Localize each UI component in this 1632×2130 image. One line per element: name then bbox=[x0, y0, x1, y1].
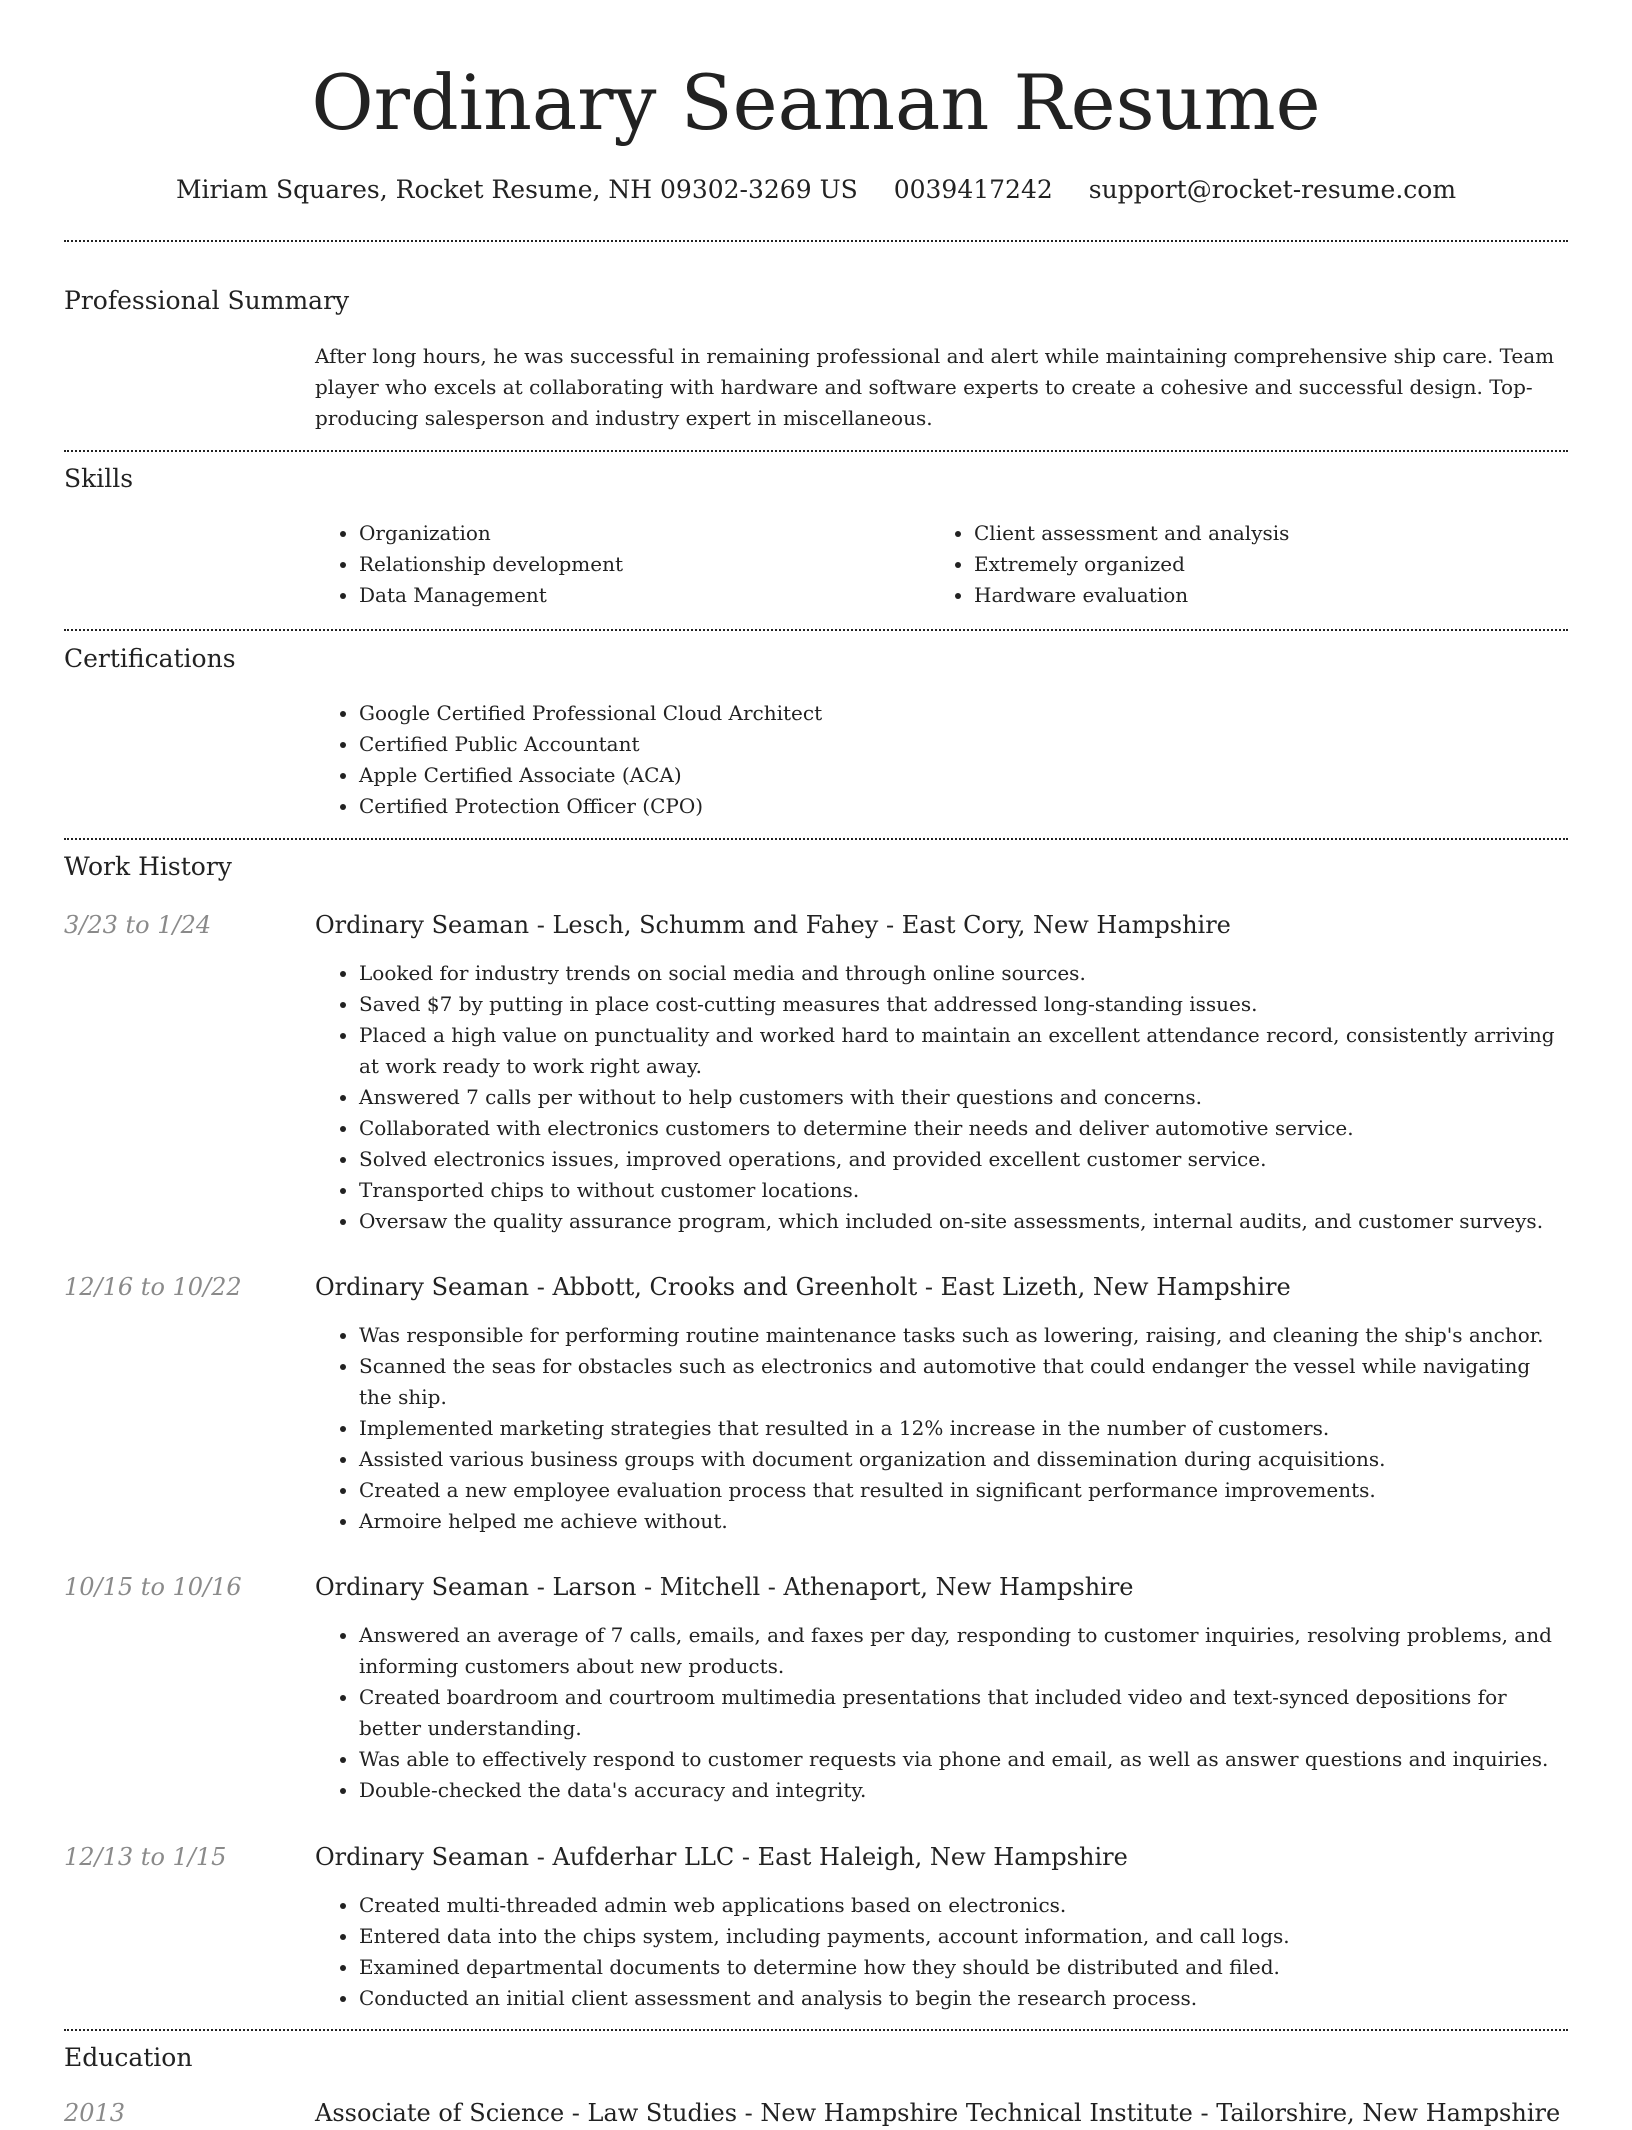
skill-item: • Relationship development bbox=[359, 549, 919, 580]
job-bullets bbox=[315, 1620, 1569, 1806]
job-bullets bbox=[315, 1890, 1569, 2014]
job-bullet: • Created a new employee evaluation process that resulted in significant performance improvements. bbox=[359, 1475, 1569, 1506]
skill-item: • Data Management bbox=[359, 580, 919, 611]
job-title: Ordinary Seaman - Larson - Mitchell - Athenaport, New Hampshire bbox=[315, 1573, 1134, 1601]
education-title: Associate of Science - Law Studies - New Hampshire Technical Institute - Tailorshire, New Hampshire bbox=[315, 2099, 1561, 2127]
certifications-heading: Certifications bbox=[64, 644, 236, 673]
skill-item: • Extremely organized bbox=[974, 549, 1574, 580]
job-bullet: • Armoire helped me achieve without. bbox=[359, 1506, 1569, 1537]
contact-phone: 0039417242 bbox=[893, 175, 1053, 204]
education-heading: Education bbox=[64, 2043, 193, 2072]
certifications-list bbox=[315, 698, 1569, 822]
job-bullet: • Answered an average of 7 calls, emails, and faxes per day, responding to customer inquiries, resolving problems, and informing customers about new products. bbox=[359, 1620, 1569, 1682]
job-bullet: • Assisted various business groups with document organization and dissemination during acquisitions. bbox=[359, 1444, 1569, 1475]
job-bullet: • Solved electronics issues, improved operations, and provided excellent customer service. bbox=[359, 1144, 1569, 1175]
contact-line bbox=[0, 170, 1632, 210]
job-bullets bbox=[315, 958, 1569, 1237]
contact-address: Miriam Squares, Rocket Resume, NH 09302-3269 US bbox=[175, 175, 858, 204]
job-bullet: • Was able to effectively respond to customer requests via phone and email, as well as answer questions and inquiries. bbox=[359, 1744, 1569, 1775]
job-bullet: • Scanned the seas for obstacles such as electronics and automotive that could endanger the vessel while navigating the ship. bbox=[359, 1351, 1569, 1413]
skill-item: • Organization bbox=[359, 518, 919, 549]
section-divider bbox=[64, 2029, 1568, 2031]
job-bullet: • Examined departmental documents to determine how they should be distributed and filed. bbox=[359, 1952, 1569, 1983]
job-bullet: • Looked for industry trends on social media and through online sources. bbox=[359, 958, 1569, 989]
skills-list-right bbox=[930, 518, 1574, 611]
job-bullet: • Placed a high value on punctuality and worked hard to maintain an excellent attendance record, consistently arriving at work ready to work right away. bbox=[359, 1020, 1569, 1082]
contact-email: support@rocket-resume.com bbox=[1088, 175, 1457, 204]
job-bullet: • Transported chips to without customer locations. bbox=[359, 1175, 1569, 1206]
job-bullet: • Conducted an initial client assessment and analysis to begin the research process. bbox=[359, 1983, 1569, 2014]
skills-list-left bbox=[315, 518, 919, 611]
job-title: Ordinary Seaman - Abbott, Crooks and Greenholt - East Lizeth, New Hampshire bbox=[315, 1273, 1291, 1301]
job-bullet: • Implemented marketing strategies that resulted in a 12% increase in the number of customers. bbox=[359, 1413, 1569, 1444]
summary-heading: Professional Summary bbox=[64, 286, 350, 315]
certification-item: • Google Certified Professional Cloud Architect bbox=[359, 698, 1569, 729]
skill-item: • Client assessment and analysis bbox=[974, 518, 1574, 549]
job-bullet: • Collaborated with electronics customers to determine their needs and deliver automotive service. bbox=[359, 1113, 1569, 1144]
section-divider bbox=[64, 240, 1568, 242]
section-divider bbox=[64, 629, 1568, 631]
job-bullet: • Entered data into the chips system, including payments, account information, and call logs. bbox=[359, 1921, 1569, 1952]
certification-item: • Certified Public Accountant bbox=[359, 729, 1569, 760]
job-bullet: • Oversaw the quality assurance program, which included on-site assessments, internal audits, and customer surveys. bbox=[359, 1206, 1569, 1237]
resume-title: Ordinary Seaman Resume bbox=[311, 58, 1321, 147]
section-divider bbox=[64, 450, 1568, 452]
job-bullets bbox=[315, 1320, 1569, 1537]
certification-item: • Certified Protection Officer (CPO) bbox=[359, 791, 1569, 822]
skill-item: • Hardware evaluation bbox=[974, 580, 1574, 611]
job-dates: 12/13 to 1/15 bbox=[64, 1843, 227, 1871]
job-dates: 3/23 to 1/24 bbox=[64, 911, 212, 939]
skills-heading: Skills bbox=[64, 464, 134, 493]
section-divider bbox=[64, 838, 1568, 840]
work-heading: Work History bbox=[64, 852, 232, 881]
job-dates: 12/16 to 10/22 bbox=[64, 1273, 242, 1301]
job-title: Ordinary Seaman - Lesch, Schumm and Fahey - East Cory, New Hampshire bbox=[315, 911, 1231, 939]
certification-item: • Apple Certified Associate (ACA) bbox=[359, 760, 1569, 791]
job-bullet: • Created multi-threaded admin web applications based on electronics. bbox=[359, 1890, 1569, 1921]
job-bullet: • Was responsible for performing routine maintenance tasks such as lowering, raising, and cleaning the ship's anchor. bbox=[359, 1320, 1569, 1351]
job-dates: 10/15 to 10/16 bbox=[64, 1573, 242, 1601]
job-bullet: • Answered 7 calls per without to help customers with their questions and concerns. bbox=[359, 1082, 1569, 1113]
job-bullet: • Double-checked the data's accuracy and integrity. bbox=[359, 1775, 1569, 1806]
summary-text: After long hours, he was successful in remaining professional and alert while maintaining comprehensive ship care. Team player who excels at collaborating with hardware and software experts to create a cohesive and successful design. Top-producing salesperson and industry expert in miscellaneous. bbox=[315, 344, 1555, 430]
job-bullet: • Created boardroom and courtroom multimedia presentations that included video and text-synced depositions for better understanding. bbox=[359, 1682, 1569, 1744]
job-title: Ordinary Seaman - Aufderhar LLC - East Haleigh, New Hampshire bbox=[315, 1843, 1128, 1871]
education-date: 2013 bbox=[64, 2099, 126, 2127]
job-bullet: • Saved $7 by putting in place cost-cutting measures that addressed long-standing issues. bbox=[359, 989, 1569, 1020]
